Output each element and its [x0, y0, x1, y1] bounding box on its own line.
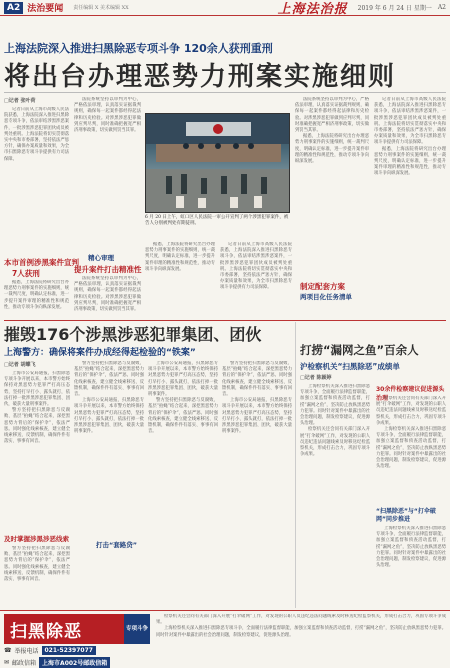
story3-inner-subhead-2: “扫黑除恶”与“打伞破网”同步推进	[376, 508, 436, 523]
lead-subhead-right: 制定配套方案	[300, 282, 345, 291]
lead-column-6: 记者日前从上海市高级人民法院获悉，上海法院深入推进扫黑除恶专项斗争，依法审结涉黑涉恶案件，一批涉黑涉恶犯罪团伙成员被判处重刑。上海法院将切实贯彻落实中央和市委部署，坚持依法严惩方针，确保办案质量和效果，为全市扫黑除恶专项斗争提供有力司法保障。	[220, 242, 292, 291]
mail-line	[4, 657, 110, 668]
story2-headline: 摧毁176个涉黑涉恶犯罪集团、团伙	[4, 325, 262, 344]
page-header	[0, 0, 450, 16]
lead-column-4: 法院系统坚持以审判为中心，严格依法审理，认真落实证据裁判规则，确保每一起案件都经得起法律和历史检验。对涉黑涉恶犯罪做到应判尽判，同时准确把握宽严相济刑事政策，切实做到罚当其罪。	[74, 276, 141, 313]
story3-byline: □记者 陈颖婷	[300, 375, 332, 381]
story2-column-2: 警方坚持把扫黑除恶与反腐败、基层“拍蝇”结合起来，深挖黑恶势力背后的“保护伞”，依法严惩。同时强化线索核查，建立健全线索移送、反馈机制，确保件件有落实、事事有回音。 上海市公安局通报，扫黑除恶专项斗争开展以来，本市警方始终保持对黑恶势力犯罪严打高压态势，坚持打早打小、露头就打，依法打掉一批涉黑涉恶犯罪集团、团伙，破获大量刑事案件。	[74, 361, 144, 435]
story2-inner-subhead: 及时掌握涉黑涉恶线索	[4, 535, 69, 543]
lead-column-2: 法院系统坚持以审判为中心，严格依法审理，认真落实证据裁判规则，确保每一起案件都经得起法律和历史检验。对涉黑涉恶犯罪做到应判尽判，同时准确把握宽严相济刑事政策，切实做到罚当其罪。	[74, 97, 141, 134]
mail-label: 邮政信箱	[12, 660, 37, 667]
lead-subhead-right-2: 两项目化任务清单	[300, 293, 352, 301]
campaign-logo-side: 专项斗争	[124, 614, 150, 644]
lead-kicker: 上海法院深入推进扫黑除恶专项斗争 120余人获刑重刑	[4, 42, 273, 55]
tip-label: 举报电话	[14, 648, 39, 655]
lead-subhead-red: 本市首例涉黑案件宣判	[4, 258, 79, 267]
campaign-logo: 扫黑除恶	[4, 614, 148, 644]
page-code: A2	[437, 4, 446, 11]
divider	[4, 320, 446, 321]
lead-headline: 将出台办理恶势力刑案实施细则	[4, 62, 397, 92]
lead-subhead-blue: 提升案件打击精准性	[74, 265, 142, 274]
story3-subhead: 沪检察机关“扫黑除恶”成绩单	[300, 362, 400, 371]
footer-column: 检察机关还会同有关部门深入开展“打伞破网”工作，对发现的公职人员违纪违法问题线索及时移送纪检监察机关，形成打击合力，巩固专项斗争成果。 上海检察机关深入推进扫黑除恶专项斗争，全面履行法律监督职能，加强立案监督和侦查活动监督，打捞“漏网之鱼”，坚决防止放纵黑恶势力犯罪。同时针对案件中暴露出的社会治理问题，制发检察建议，促进源头治理。	[156, 614, 446, 638]
phone-icon: ☎	[4, 647, 12, 654]
mail-address: 上海市A002号邮政信箱	[39, 657, 110, 668]
story2-subhead: 上海警方：确保将案件办成经得起检验的“铁案”	[4, 348, 196, 358]
divider	[4, 92, 446, 93]
mail-icon: ✉	[4, 659, 10, 666]
lead-column-3: 据悉，上海法院将研究出台办理恶势力刑事案件的实施细则，统一裁判尺度，明确认定标准，进一步提升案件审理的精准性和规范性，推动专项斗争向纵深发展。	[4, 280, 69, 310]
story2-column-1: 上海市公安局通报，扫黑除恶专项斗争开展以来，本市警方始终保持对黑恶势力犯罪严打高压态势，坚持打早打小、露头就打，依法打掉一批涉黑涉恶犯罪集团、团伙，破获大量刑事案件。 警方坚持把扫黑除恶与反腐败、基层“拍蝇”结合起来，深挖黑恶势力背后的“保护伞”，依法严惩。同时强化线索核查，建立健全线索移送、反馈机制，确保件件有落实、事事有回音。	[4, 371, 70, 445]
lead-column-5: 据悉，上海法院将研究出台办理恶势力刑事案件的实施细则，统一裁判尺度，明确认定标准，进一步提升案件审理的精准性和规范性，推动专项斗争向纵深发展。	[145, 242, 215, 272]
lead-column-7: 法院系统坚持以审判为中心，严格依法审理，认真落实证据裁判规则，确保每一起案件都经得起法律和历史检验。对涉黑涉恶犯罪做到应判尽判，同时准确把握宽严相济刑事政策，切实做到罚当其罪。 据悉，上海法院将研究出台办理恶势力刑事案件的实施细则，统一裁判尺度，明确认定标准，进一步提升案件审理的精准性和规范性，推动专项斗争向纵深发展。	[295, 97, 369, 165]
story2-column-3: 上海市公安局通报，扫黑除恶专项斗争开展以来，本市警方始终保持对黑恶势力犯罪严打高压态势，坚持打早打小、露头就打，依法打掉一批涉黑涉恶犯罪集团、团伙，破获大量刑事案件。 警方坚持把扫黑除恶与反腐败、基层“拍蝇”结合起来，深挖黑恶势力背后的“保护伞”，依法严惩。同时强化线索核查，建立健全线索移送、反馈机制，确保件件有落实、事事有回音。	[148, 361, 218, 435]
story3-inner-subhead: 30余件检察建议促进源头治理	[376, 386, 445, 402]
lead-column-8: 记者日前从上海市高级人民法院获悉，上海法院深入推进扫黑除恶专项斗争，依法审结涉黑涉恶案件，一批涉黑涉恶犯罪团伙成员被判处重刑。上海法院将切实贯彻落实中央和市委部署，坚持依法严惩方针，确保办案质量和效果，为全市扫黑除恶专项斗争提供有力司法保障。 据悉，上海法院将研究出台办理恶势力刑事案件的实施细则，统一裁判尺度，明确认定标准，进一步提升案件审理的精准性和规范性，推动专项斗争向纵深发展。	[374, 97, 446, 177]
issue-date: 2019 年 6 月 24 日 星期一	[357, 5, 432, 12]
story3-headline: 打捞“漏网之鱼”百余人	[300, 343, 419, 357]
story3-column-1: 上海检察机关深入推进扫黑除恶专项斗争，全面履行法律监督职能，加强立案监督和侦查活动监督，打捞“漏网之鱼”，坚决防止放纵黑恶势力犯罪。同时针对案件中暴露出的社会治理问题，制发检察建议，促进源头治理。 检察机关还会同有关部门深入开展“打伞破网”工作，对发现的公职人员违纪违法问题线索及时移送纪检监察机关，形成打击合力，巩固专项斗争成果。	[300, 384, 370, 458]
photo-caption: 6 月 20 日上午，虹口区人民法院一审公开宣判了两个涉黑犯罪案件，被告人分别被判处有期徒刑。	[145, 215, 289, 226]
story2-inner-subhead-2: 打击“套路贷”	[96, 541, 138, 549]
page-badge: A2	[4, 2, 23, 14]
editor-line: 责任编辑 X 美术编辑 XX	[73, 5, 129, 11]
tip-phone: 021-52397077	[42, 646, 96, 655]
masthead: 上海法治报	[277, 2, 348, 17]
story2-column-4: 警方坚持把扫黑除恶与反腐败、基层“拍蝇”结合起来，深挖黑恶势力背后的“保护伞”，依法严惩。同时强化线索核查，建立健全线索移送、反馈机制，确保件件有落实、事事有回音。 上海市公安局通报，扫黑除恶专项斗争开展以来，本市警方始终保持对黑恶势力犯罪严打高压态势，坚持打早打小、露头就打，依法打掉一批涉黑涉恶犯罪集团、团伙，破获大量刑事案件。	[222, 361, 292, 435]
section-title: 法治要闻	[27, 4, 64, 14]
lead-column-1: 记者日前从上海市高级人民法院获悉，上海法院深入推进扫黑除恶专项斗争，依法审结涉黑涉恶案件，一批涉黑涉恶犯罪团伙成员被判处重刑。上海法院将切实贯彻落实中央和市委部署，坚持依法严惩方针，确保办案质量和效果，为全市扫黑除恶专项斗争提供有力司法保障。	[4, 107, 69, 162]
story2-byline: □记者 胡蝶飞	[4, 362, 36, 368]
story2-column-1b: 警方坚持把扫黑除恶与反腐败、基层“拍蝇”结合起来，深挖黑恶势力背后的“保护伞”，依法严惩。同时强化线索核查，建立健全线索移送、反馈机制，确保件件有落实、事事有回音。	[4, 546, 70, 583]
lead-subhead-red-2: 7人获刑	[12, 269, 40, 278]
tip-line	[4, 646, 96, 655]
story3-column-3: 上海检察机关深入推进扫黑除恶专项斗争，全面履行法律监督职能，加强立案监督和侦查活动监督，打捞“漏网之鱼”，坚决防止放纵黑恶势力犯罪。同时针对案件中暴露出的社会治理问题，制发检察建议，促进源头治理。	[376, 526, 446, 569]
lead-byline: □记者 张叶荷	[4, 98, 36, 104]
lead-subhead-kicker: 精心审理	[88, 254, 114, 262]
divider	[295, 322, 296, 608]
story3-column-2: 检察机关还会同有关部门深入开展“打伞破网”工作，对发现的公职人员违纪违法问题线索及时移送纪检监察机关，形成打击合力，巩固专项斗争成果。 上海检察机关深入推进扫黑除恶专项斗争，全面履行法律监督职能，加强立案监督和侦查活动监督，打捞“漏网之鱼”，坚决防止放纵黑恶势力犯罪。同时针对案件中暴露出的社会治理问题，制发检察建议，促进源头治理。	[376, 396, 446, 470]
courtroom-photo	[145, 113, 290, 213]
